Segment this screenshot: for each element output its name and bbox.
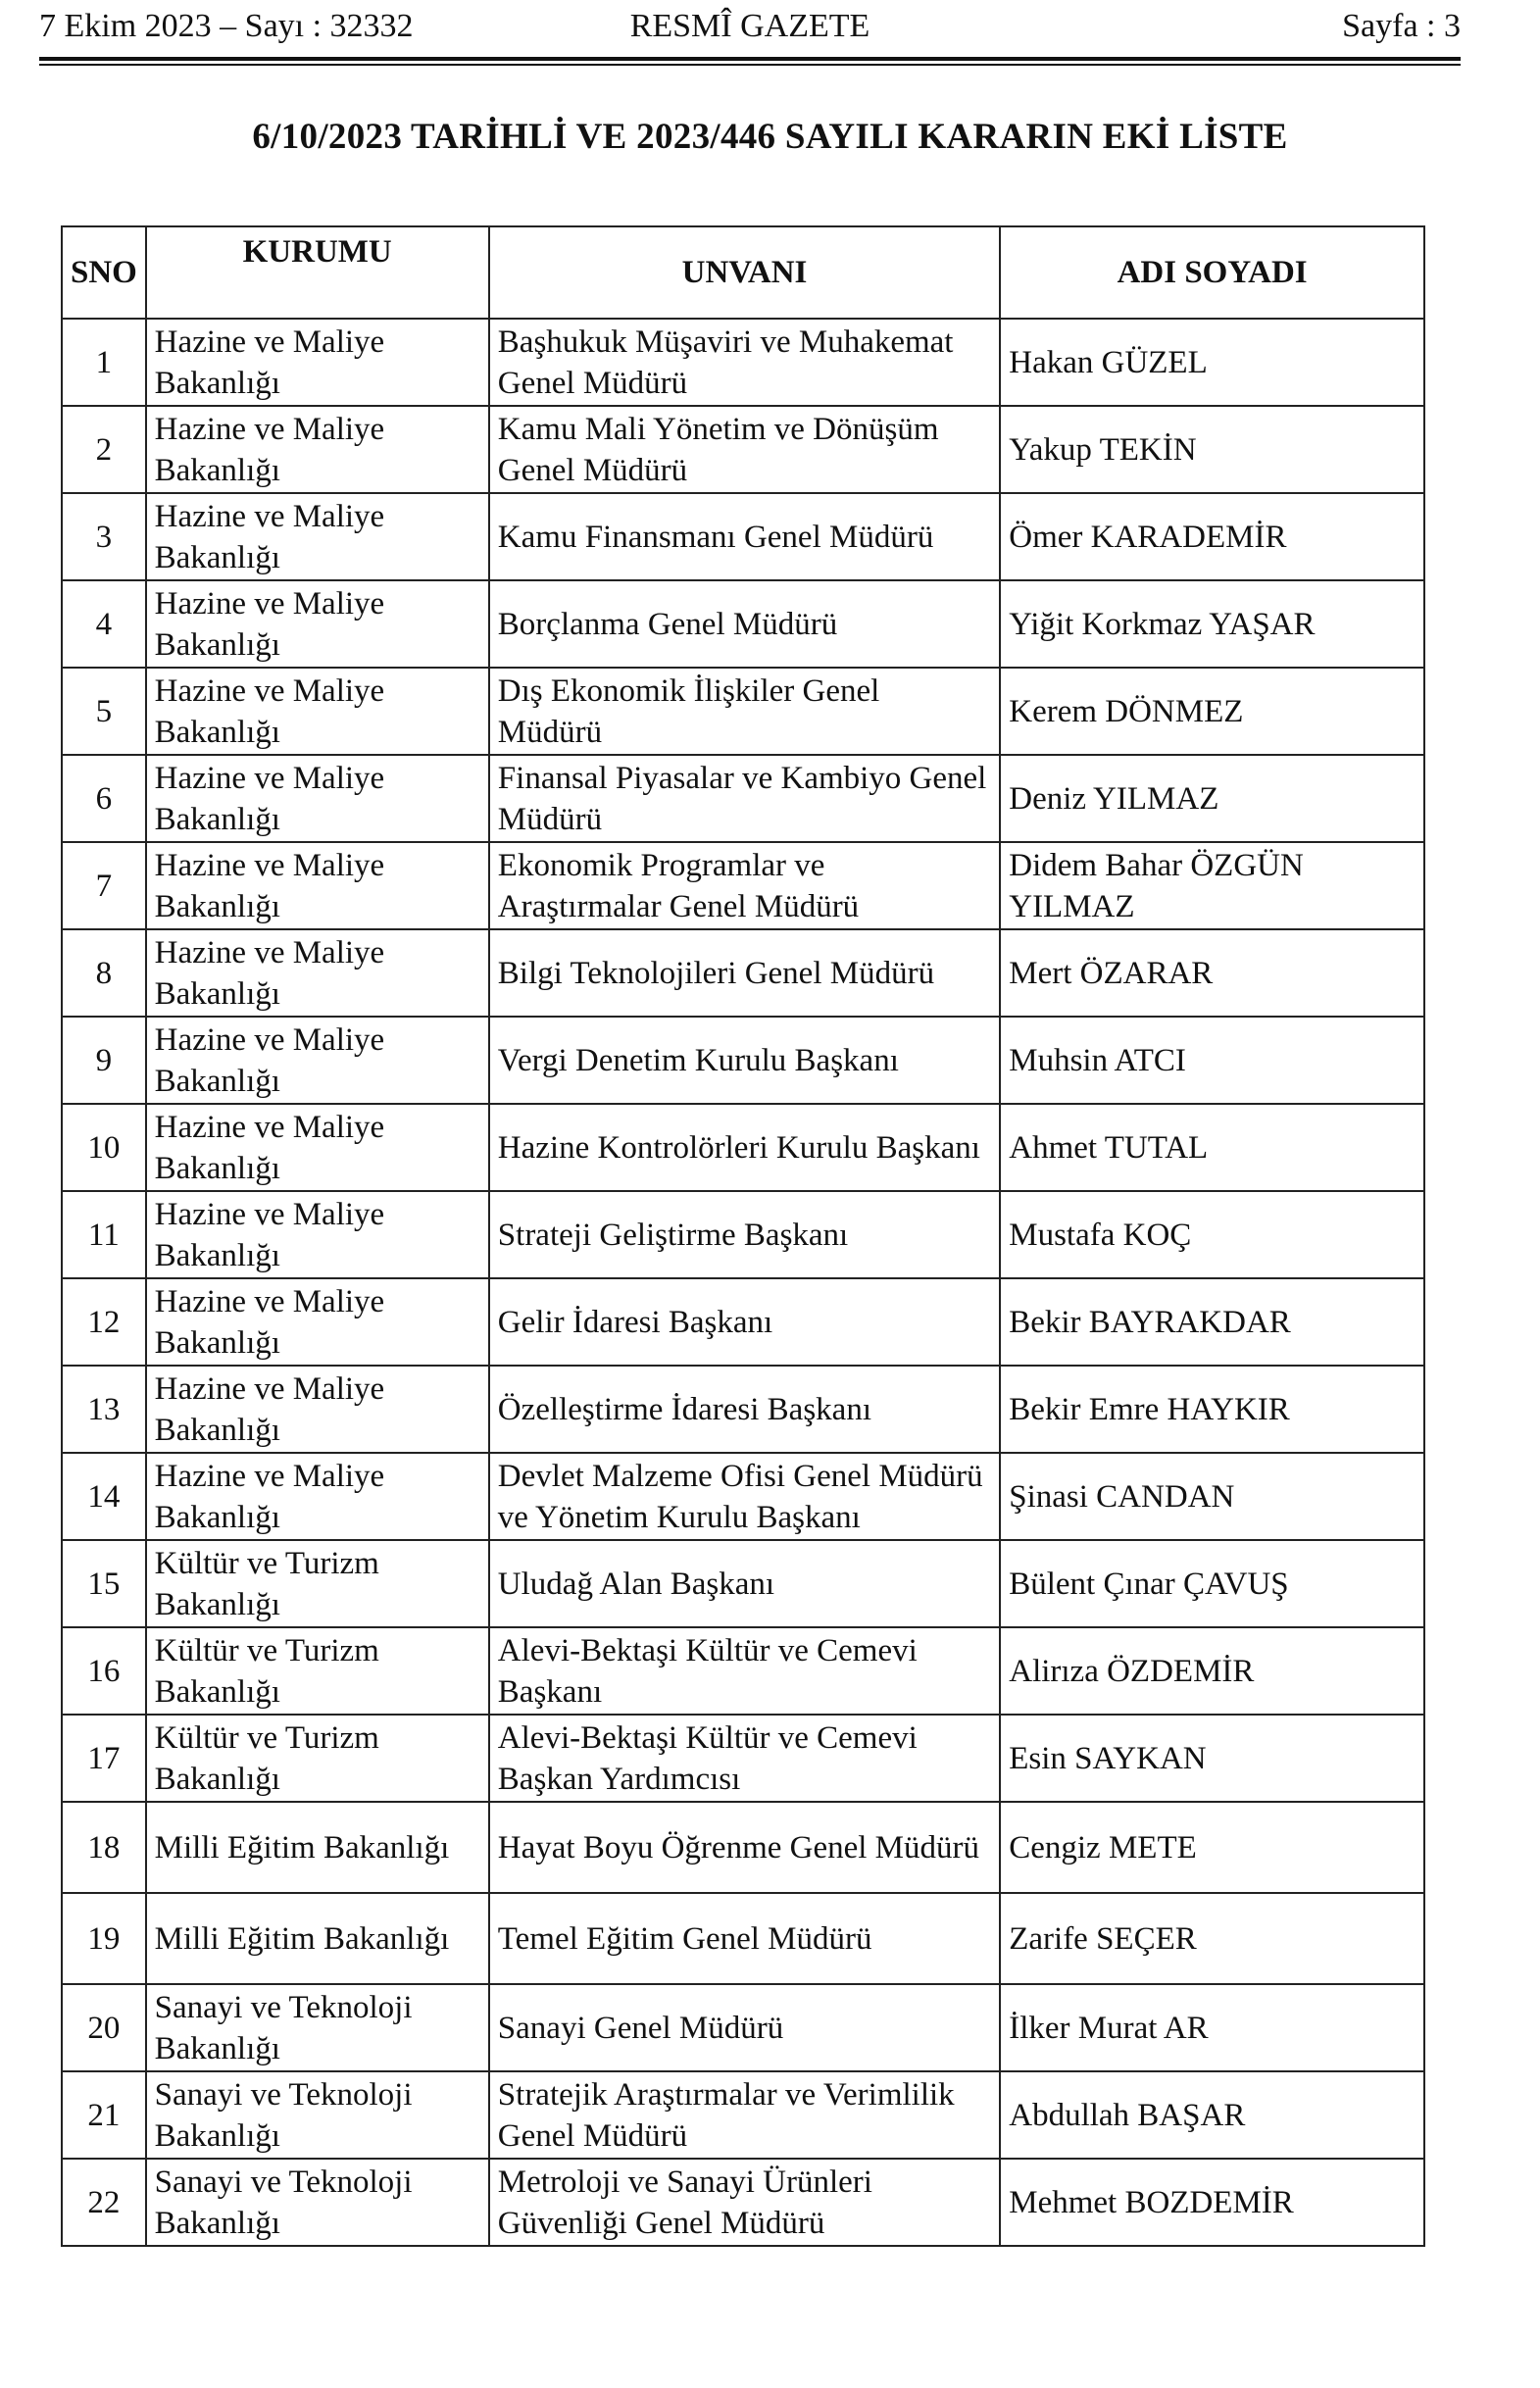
cell-sno: 5 <box>62 668 146 755</box>
cell-sno: 21 <box>62 2071 146 2159</box>
cell-unvani: Hayat Boyu Öğrenme Genel Müdürü <box>489 1802 1000 1893</box>
cell-adi-soyadi: Mehmet BOZDEMİR <box>1000 2159 1424 2246</box>
table-row <box>62 319 1424 406</box>
table-row <box>62 1191 1424 1278</box>
cell-sno: 15 <box>62 1540 146 1627</box>
cell-kurumu: Milli Eğitim Bakanlığı <box>146 1802 489 1893</box>
table-row <box>62 2159 1424 2246</box>
cell-unvani: Alevi-Bektaşi Kültür ve Cemevi Başkanı <box>489 1627 1000 1715</box>
cell-sno: 11 <box>62 1191 146 1278</box>
cell-kurumu: Hazine ve Maliye Bakanlığı <box>146 1191 489 1278</box>
header-rule-thick <box>39 57 1461 61</box>
table-row <box>62 1017 1424 1104</box>
cell-sno: 20 <box>62 1984 146 2071</box>
header-sno: SNO <box>62 226 146 319</box>
cell-unvani: Metroloji ve Sanayi Ürünleri Güvenliği Genel Müdürü <box>489 2159 1000 2246</box>
cell-adi-soyadi: Didem Bahar ÖZGÜN YILMAZ <box>1000 842 1424 929</box>
cell-kurumu: Hazine ve Maliye Bakanlığı <box>146 842 489 929</box>
cell-kurumu: Sanayi ve Teknoloji Bakanlığı <box>146 2159 489 2246</box>
appointment-list-table <box>61 225 1425 2247</box>
issue-date: 7 Ekim 2023 – Sayı : 32332 <box>39 8 414 44</box>
cell-adi-soyadi: Esin SAYKAN <box>1000 1715 1424 1802</box>
cell-kurumu: Hazine ve Maliye Bakanlığı <box>146 1278 489 1366</box>
cell-adi-soyadi: Bekir BAYRAKDAR <box>1000 1278 1424 1366</box>
cell-adi-soyadi: Ömer KARADEMİR <box>1000 493 1424 580</box>
cell-adi-soyadi: Bekir Emre HAYKIR <box>1000 1366 1424 1453</box>
cell-sno: 18 <box>62 1802 146 1893</box>
cell-unvani: Alevi-Bektaşi Kültür ve Cemevi Başkan Yardımcısı <box>489 1715 1000 1802</box>
cell-sno: 12 <box>62 1278 146 1366</box>
cell-kurumu: Sanayi ve Teknoloji Bakanlığı <box>146 1984 489 2071</box>
page-header <box>39 8 1461 51</box>
table-row <box>62 493 1424 580</box>
header-unvani: UNVANI <box>489 226 1000 319</box>
cell-kurumu: Hazine ve Maliye Bakanlığı <box>146 493 489 580</box>
cell-unvani: Finansal Piyasalar ve Kambiyo Genel Müdürü <box>489 755 1000 842</box>
table-row <box>62 1893 1424 1984</box>
cell-sno: 14 <box>62 1453 146 1540</box>
header-adi-soyadi: ADI SOYADI <box>1000 226 1424 319</box>
table-row <box>62 755 1424 842</box>
cell-unvani: Stratejik Araştırmalar ve Verimlilik Genel Müdürü <box>489 2071 1000 2159</box>
cell-sno: 22 <box>62 2159 146 2246</box>
cell-unvani: Gelir İdaresi Başkanı <box>489 1278 1000 1366</box>
cell-adi-soyadi: Ahmet TUTAL <box>1000 1104 1424 1191</box>
table-row <box>62 1366 1424 1453</box>
cell-adi-soyadi: Cengiz METE <box>1000 1802 1424 1893</box>
cell-sno: 10 <box>62 1104 146 1191</box>
cell-kurumu: Kültür ve Turizm Bakanlığı <box>146 1715 489 1802</box>
cell-sno: 16 <box>62 1627 146 1715</box>
table-row <box>62 929 1424 1017</box>
cell-unvani: Temel Eğitim Genel Müdürü <box>489 1893 1000 1984</box>
table-row <box>62 842 1424 929</box>
cell-kurumu: Hazine ve Maliye Bakanlığı <box>146 580 489 668</box>
table-row <box>62 1453 1424 1540</box>
cell-sno: 19 <box>62 1893 146 1984</box>
cell-adi-soyadi: Kerem DÖNMEZ <box>1000 668 1424 755</box>
table-row <box>62 1802 1424 1893</box>
cell-adi-soyadi: Mustafa KOÇ <box>1000 1191 1424 1278</box>
table-row <box>62 1540 1424 1627</box>
cell-kurumu: Kültür ve Turizm Bakanlığı <box>146 1627 489 1715</box>
table-row <box>62 1984 1424 2071</box>
cell-adi-soyadi: Muhsin ATCI <box>1000 1017 1424 1104</box>
cell-kurumu: Hazine ve Maliye Bakanlığı <box>146 1366 489 1453</box>
cell-adi-soyadi: Şinasi CANDAN <box>1000 1453 1424 1540</box>
table-row <box>62 1278 1424 1366</box>
cell-unvani: Ekonomik Programlar ve Araştırmalar Genel Müdürü <box>489 842 1000 929</box>
cell-adi-soyadi: Zarife SEÇER <box>1000 1893 1424 1984</box>
table-header-row <box>62 226 1424 319</box>
cell-sno: 8 <box>62 929 146 1017</box>
cell-kurumu: Hazine ve Maliye Bakanlığı <box>146 755 489 842</box>
cell-sno: 17 <box>62 1715 146 1802</box>
cell-unvani: Strateji Geliştirme Başkanı <box>489 1191 1000 1278</box>
cell-unvani: Kamu Finansmanı Genel Müdürü <box>489 493 1000 580</box>
cell-adi-soyadi: Hakan GÜZEL <box>1000 319 1424 406</box>
cell-unvani: Uludağ Alan Başkanı <box>489 1540 1000 1627</box>
cell-unvani: Hazine Kontrolörleri Kurulu Başkanı <box>489 1104 1000 1191</box>
page-number: Sayfa : 3 <box>1342 8 1461 44</box>
table-row <box>62 1627 1424 1715</box>
cell-sno: 6 <box>62 755 146 842</box>
cell-kurumu: Hazine ve Maliye Bakanlığı <box>146 668 489 755</box>
cell-sno: 9 <box>62 1017 146 1104</box>
cell-kurumu: Milli Eğitim Bakanlığı <box>146 1893 489 1984</box>
header-kurumu: KURUMU <box>146 226 489 319</box>
cell-unvani: Kamu Mali Yönetim ve Dönüşüm Genel Müdürü <box>489 406 1000 493</box>
cell-adi-soyadi: Bülent Çınar ÇAVUŞ <box>1000 1540 1424 1627</box>
cell-kurumu: Hazine ve Maliye Bakanlığı <box>146 319 489 406</box>
cell-kurumu: Hazine ve Maliye Bakanlığı <box>146 406 489 493</box>
table-row <box>62 668 1424 755</box>
cell-adi-soyadi: İlker Murat AR <box>1000 1984 1424 2071</box>
cell-unvani: Vergi Denetim Kurulu Başkanı <box>489 1017 1000 1104</box>
cell-kurumu: Hazine ve Maliye Bakanlığı <box>146 1017 489 1104</box>
document-title: 6/10/2023 TARİHLİ VE 2023/446 SAYILI KARARIN EKİ LİSTE <box>252 117 1288 157</box>
table-row <box>62 406 1424 493</box>
cell-sno: 4 <box>62 580 146 668</box>
cell-unvani: Özelleştirme İdaresi Başkanı <box>489 1366 1000 1453</box>
cell-unvani: Borçlanma Genel Müdürü <box>489 580 1000 668</box>
cell-kurumu: Hazine ve Maliye Bakanlığı <box>146 929 489 1017</box>
cell-adi-soyadi: Yiğit Korkmaz YAŞAR <box>1000 580 1424 668</box>
cell-unvani: Sanayi Genel Müdürü <box>489 1984 1000 2071</box>
table-row <box>62 2071 1424 2159</box>
table-row <box>62 580 1424 668</box>
table-row <box>62 1104 1424 1191</box>
cell-unvani: Bilgi Teknolojileri Genel Müdürü <box>489 929 1000 1017</box>
cell-sno: 3 <box>62 493 146 580</box>
cell-kurumu: Sanayi ve Teknoloji Bakanlığı <box>146 2071 489 2159</box>
cell-adi-soyadi: Yakup TEKİN <box>1000 406 1424 493</box>
table-row <box>62 1715 1424 1802</box>
cell-adi-soyadi: Deniz YILMAZ <box>1000 755 1424 842</box>
cell-adi-soyadi: Mert ÖZARAR <box>1000 929 1424 1017</box>
cell-sno: 13 <box>62 1366 146 1453</box>
cell-unvani: Devlet Malzeme Ofisi Genel Müdürü ve Yönetim Kurulu Başkanı <box>489 1453 1000 1540</box>
header-rule-thin <box>39 64 1461 66</box>
cell-unvani: Dış Ekonomik İlişkiler Genel Müdürü <box>489 668 1000 755</box>
cell-sno: 1 <box>62 319 146 406</box>
cell-kurumu: Kültür ve Turizm Bakanlığı <box>146 1540 489 1627</box>
cell-kurumu: Hazine ve Maliye Bakanlığı <box>146 1453 489 1540</box>
cell-adi-soyadi: Abdullah BAŞAR <box>1000 2071 1424 2159</box>
cell-sno: 2 <box>62 406 146 493</box>
gazette-name: RESMÎ GAZETE <box>629 8 870 44</box>
cell-kurumu: Hazine ve Maliye Bakanlığı <box>146 1104 489 1191</box>
cell-adi-soyadi: Alirıza ÖZDEMİR <box>1000 1627 1424 1715</box>
cell-sno: 7 <box>62 842 146 929</box>
cell-unvani: Başhukuk Müşaviri ve Muhakemat Genel Müdürü <box>489 319 1000 406</box>
